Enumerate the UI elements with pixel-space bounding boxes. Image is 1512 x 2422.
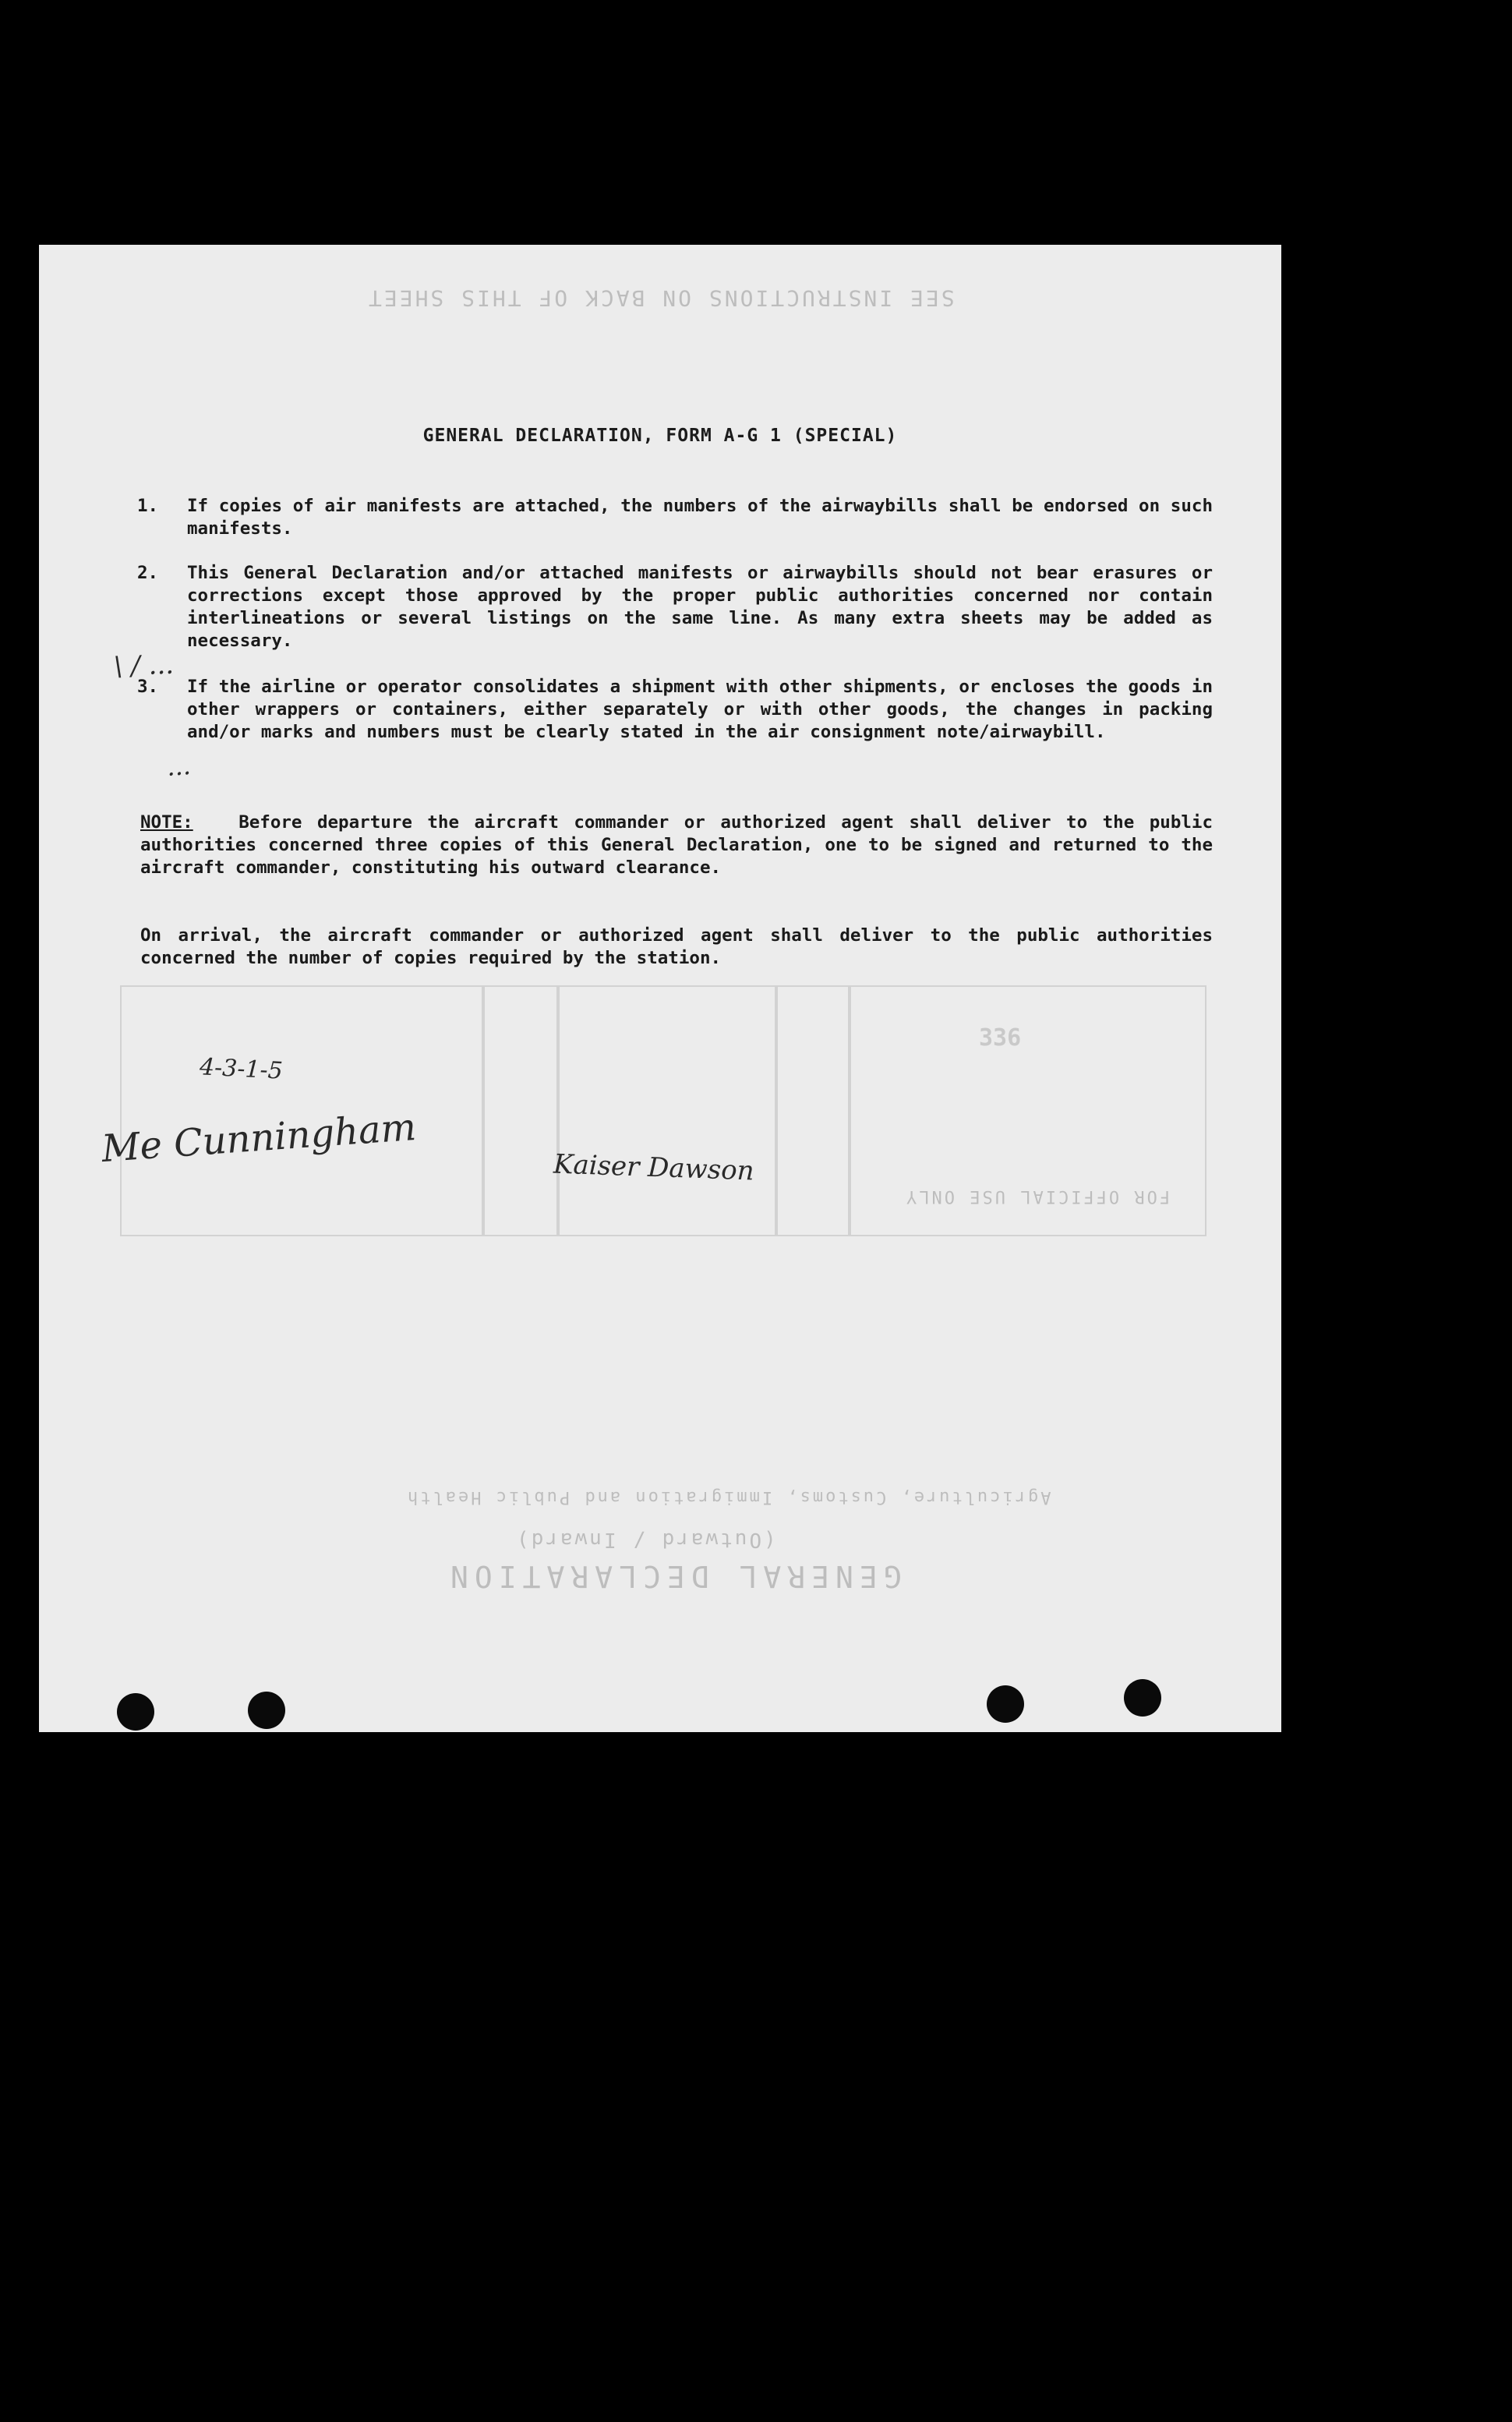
document-page [39,245,1281,1732]
arrival-paragraph: On arrival, the aircraft commander or authorized agent shall deliver to the public authorities concerned the number of copies required by the station. [140,925,1213,968]
item-number: 2. [137,563,159,583]
handwritten-mark: ... [165,750,192,783]
bleed-through-grid-column-1 [482,985,485,1236]
item-text: This General Declaration and/or attached manifests or airwaybills should not bear erasures or corrections except those approved by the proper public authorities concerned nor contain interlineations or several listings on the same line. As many extra sheets may be added as necessary. [187,563,1213,651]
note-label: NOTE: [140,812,193,833]
bleed-through-lower-caption: Agriculture, Customs, Immigration and Public Health [405,1487,1051,1507]
item-number: 1. [137,496,159,516]
note-text: Before departure the aircraft commander or authorized agent shall deliver to the public authorities concerned three copies of this General Declaration, one to be signed and returned to the aircraft commander, constituting his outward clearance. [140,812,1213,878]
punch-hole [987,1685,1024,1723]
item-text: If the airline or operator consolidates a shipment with other shipments, or encloses the goods in other wrappers or containers, either separately or with other goods, the changes in packing and/or marks and numbers must be clearly stated in the air consignment note/airwaybill. [187,677,1213,742]
item-text: If copies of air manifests are attached, the numbers of the airwaybills shall be endorsed on such manifests. [187,496,1213,539]
bleed-through-grid-column-4 [848,985,851,1236]
note-paragraph [140,811,1213,879]
bleed-through-official-use: FOR OFFICIAL USE ONLY [904,1186,1171,1206]
bleed-through-grid-column-2 [556,985,560,1236]
instruction-item-2 [137,562,1213,652]
punch-hole [248,1692,285,1729]
signature: Kaiser Dawson [553,1148,755,1187]
bleed-through-lower-title: GENERAL DECLARATION [444,1559,902,1593]
form-title: GENERAL DECLARATION, FORM A-G 1 (SPECIAL) [422,426,898,446]
instruction-item-3 [137,676,1213,744]
instruction-item-1 [137,495,1213,540]
signature: Me Cunningham [100,1105,418,1172]
bleed-through-top-line: SEE INSTRUCTIONS ON BACK OF THIS SHEET [366,285,955,311]
item-number: 3. [137,677,159,697]
bleed-through-lower-subtitle: (Outward / Inward) [514,1528,776,1551]
punch-hole [117,1693,154,1731]
punch-hole [1124,1679,1161,1717]
bleed-through-grid-column-3 [775,985,778,1236]
handwritten-date: 4-3-1-5 [199,1053,284,1085]
bleed-through-grid-box [120,985,1206,1236]
bleed-through-stamp-number: 336 [979,1024,1022,1052]
handwritten-mark: \ / ... [113,649,175,683]
